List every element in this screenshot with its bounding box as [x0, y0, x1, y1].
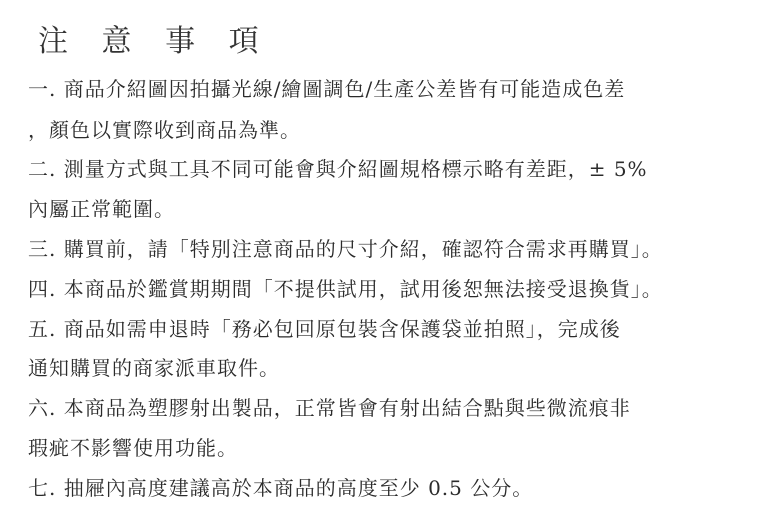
notice-line-2-continued: 內屬正常範圍。 — [28, 197, 175, 221]
notice-line-6: 六. 本商品為塑膠射出製品，正常皆會有射出結合點與些微流痕非 — [28, 396, 631, 420]
notice-line-5-continued: 通知購買的商家派車取件。 — [28, 356, 280, 380]
notice-line-5: 五. 商品如需申退時「務必包回原包裝含保護袋並拍照」，完成後 — [28, 317, 621, 341]
notice-line-7: 七. 抽屜內高度建議高於本商品的高度至少 0.5 公分。 — [28, 476, 534, 500]
page-title: 注 意 事 項 — [38, 24, 271, 59]
notice-line-6-continued: 瑕疵不影響使用功能。 — [28, 436, 238, 460]
notice-line-1: 一. 商品介紹圖因拍攝光線/繪圖調色/生產公差皆有可能造成色差 — [28, 77, 626, 101]
notice-line-4: 四. 本商品於鑑賞期期間「不提供試用，試用後恕無法接受退換貨」。 — [28, 277, 663, 301]
notice-line-1-continued: ，顏色以實際收到商品為準。 — [28, 118, 301, 142]
notice-line-2: 二. 測量方式與工具不同可能會與介紹圖規格標示略有差距，± 5% — [28, 157, 648, 181]
notice-line-3: 三. 購買前，請「特別注意商品的尺寸介紹，確認符合需求再購買」。 — [28, 237, 663, 261]
